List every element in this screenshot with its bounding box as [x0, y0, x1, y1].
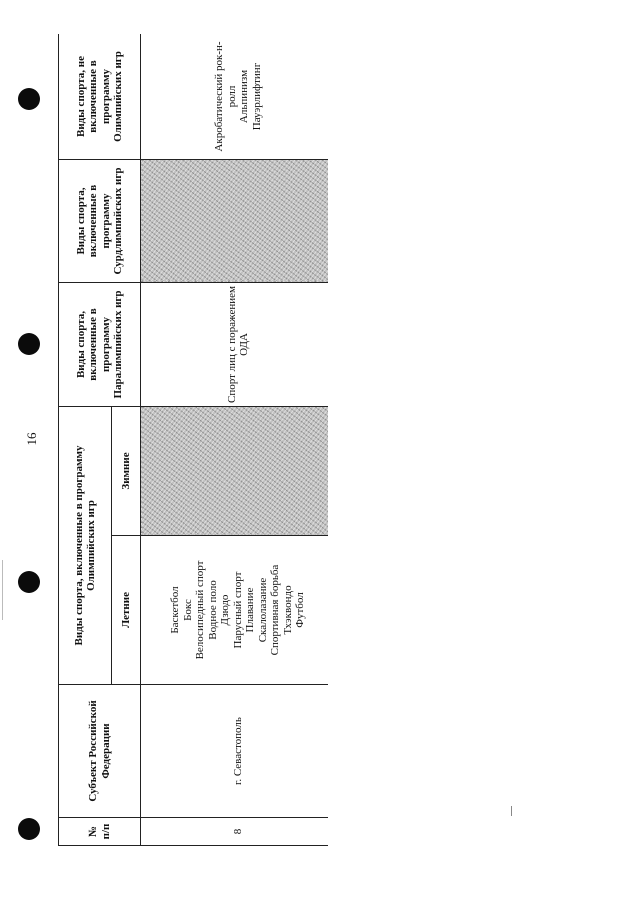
list-item: Футбол — [294, 592, 307, 628]
list-item: Баскетбол — [169, 586, 182, 634]
list-item: Бокс — [181, 599, 194, 621]
scan-mark — [511, 806, 512, 816]
cell-subject — [141, 685, 329, 818]
header-deaflympic — [59, 160, 141, 283]
list-item: Скалолазание — [256, 577, 269, 643]
rotated-table-wrapper — [58, 34, 328, 846]
header-non-olympic — [59, 34, 141, 160]
header-summer-text: Летние — [119, 592, 132, 628]
header-num — [59, 818, 141, 846]
list-item: Парусный спорт — [231, 571, 244, 649]
list-item: Пауэрлифтинг — [250, 62, 263, 131]
header-winter-text: Зимние — [119, 452, 132, 490]
list-item: Спортивная борьба — [269, 564, 282, 656]
header-non-olympic-text: Виды спорта, не включенные в программу Олимпийских игр — [74, 51, 124, 142]
header-deaflympic-text: Виды спорта, включенные в программу Сурдлимпийских игр — [74, 167, 124, 275]
sports-table — [58, 34, 328, 846]
cell-deaflympic-shaded — [141, 160, 329, 283]
punch-hole — [18, 818, 40, 840]
list-item: Дзюдо — [219, 594, 232, 626]
header-row — [59, 34, 112, 846]
header-summer — [112, 536, 141, 685]
header-winter — [112, 407, 141, 536]
cell-winter-shaded — [141, 407, 329, 536]
header-subject-text: Субъект Российской Федерации — [87, 700, 112, 802]
cell-non-olympic — [141, 34, 329, 160]
table-row — [141, 34, 329, 846]
header-subject — [59, 685, 141, 818]
header-olympic — [59, 407, 112, 685]
row-subject: г. Севастополь — [231, 717, 244, 785]
punch-hole — [18, 333, 40, 355]
list-item: Акробатический рок-н-ролл — [213, 41, 238, 152]
cell-num — [141, 818, 329, 846]
scan-edge-line — [2, 560, 3, 620]
cell-paralympic — [141, 283, 329, 407]
sports-table-container — [58, 34, 328, 846]
punch-hole — [18, 88, 40, 110]
cell-summer — [141, 536, 329, 685]
list-item: Альпинизм — [238, 69, 250, 124]
list-item: Тхэквондо — [281, 585, 294, 635]
header-paralympic-text: Виды спорта, включенные в программу Паралимпийских игр — [74, 290, 124, 399]
row-paralympic: Спорт лиц с поражением ОДА — [225, 285, 250, 403]
list-item: Плавание — [244, 587, 257, 633]
list-item: Водное поло — [206, 580, 219, 640]
header-paralympic — [59, 283, 141, 407]
header-num-text: № п/п — [87, 823, 112, 840]
page-number: 16 — [24, 432, 39, 446]
header-olympic-text: Виды спорта, включенные в программу Олимпийских игр — [72, 445, 97, 646]
row-num: 8 — [231, 828, 244, 835]
list-item: Велосипедный спорт — [194, 560, 207, 660]
punch-hole — [18, 571, 40, 593]
